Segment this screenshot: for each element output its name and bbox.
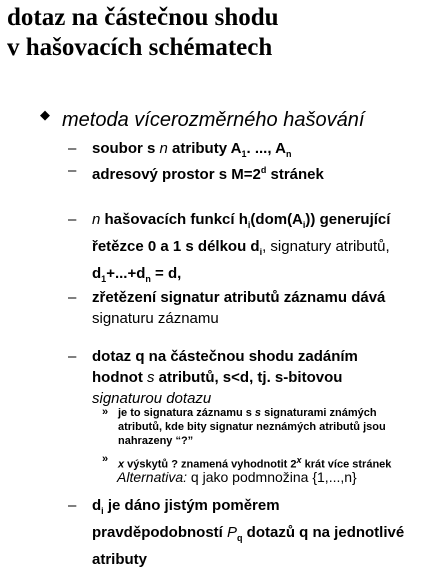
sub-item-signature: je to signatura záznamu s s signaturami známých atributů, kde bity signatur neznámých atributů jsou nahrazeny “?”	[118, 407, 386, 447]
list-item-concatenation: zřetězení signatur atributů záznamu dává signaturu záznamu	[92, 289, 386, 327]
page-title	[7, 3, 279, 63]
alternative-note: Alternativa: q jako podmnožina {1,...,n}	[117, 469, 357, 485]
list-item-address-space: adresový prostor s $M=2^d$ stránek	[92, 165, 324, 183]
list-item-probability: $d_i$ je dáno jistým poměrem pravděpodobností $P_q$ dotazů q na jednotlivé atributy	[92, 497, 405, 568]
dash-icon: –	[68, 348, 77, 365]
dash-icon: –	[68, 211, 77, 228]
dash-icon: –	[68, 497, 77, 514]
sub-item-occurrences: x výskytů ? znamená vyhodnotit 2$^x$ krát více stránek	[118, 455, 392, 471]
bullet-heading: metoda vícerozměrného hašování	[62, 109, 365, 131]
diamond-bullet-icon: ◆	[40, 107, 50, 122]
dash-icon: –	[68, 289, 77, 306]
sub-bullet-icon: »	[102, 406, 109, 418]
title-line-2: v hašovacích schématech	[7, 34, 273, 61]
list-item-hash-functions: n hašovacích funkcí $h_i(dom(A_i))$ generující řetězce 0 a 1 s délkou $d_i$, signatury atributů, $d_1+...+d_n = d$,	[92, 211, 391, 284]
title-line-1: dotaz na částečnou shodu	[7, 4, 279, 31]
dash-icon: –	[68, 140, 77, 157]
list-item-query: dotaz q na částečnou shodu zadáním hodnot s atributů, s<d, tj. s-bitovou signaturou dotazu	[92, 348, 358, 407]
sub-bullet-icon: »	[102, 453, 109, 465]
dash-icon: –	[68, 162, 77, 179]
list-item-file: soubor s n atributy $A_1$. ..., $A_n$	[92, 140, 292, 159]
